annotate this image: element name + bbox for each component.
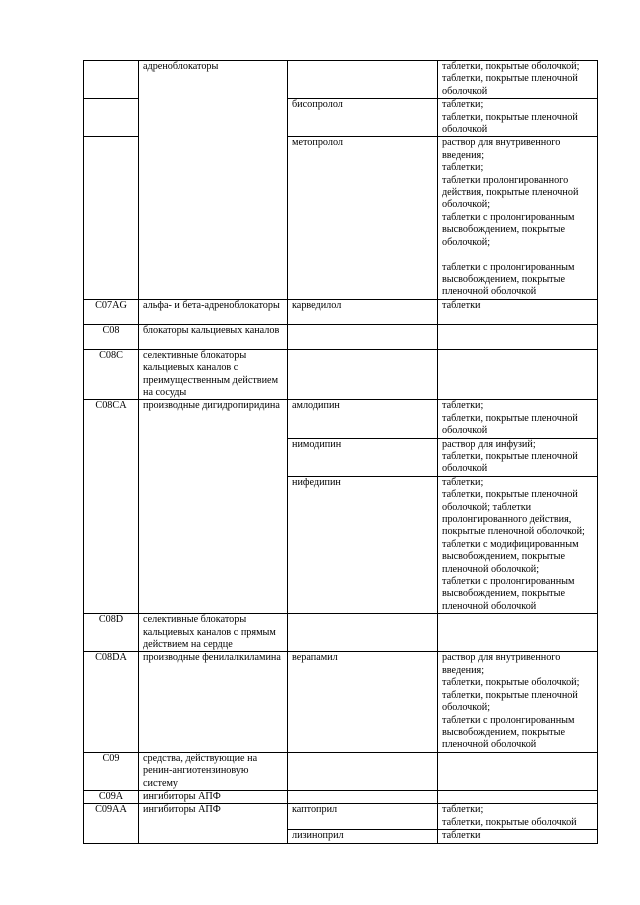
group-name-cell: блокаторы кальциевых каналов <box>139 324 288 349</box>
group-name-cell: альфа- и бета-адреноблокаторы <box>139 299 288 324</box>
table-row <box>84 349 598 400</box>
table-row <box>84 614 598 652</box>
atc-code-cell <box>84 99 139 137</box>
dosage-forms-cell: таблетки; таблетки, покрытые пленочной оболочкой <box>438 400 598 438</box>
group-name-cell: адреноблокаторы <box>139 61 288 99</box>
dosage-forms-cell: таблетки, покрытые оболочкой; таблетки, покрытые пленочной оболочкой <box>438 61 598 99</box>
group-name-cell: селективные блокаторы кальциевых каналов с преимущественным действием на сосуды <box>139 349 288 400</box>
atc-code-cell: C08C <box>84 349 139 400</box>
dosage-forms-cell: таблетки <box>438 299 598 324</box>
drug-name-cell <box>288 614 438 652</box>
group-name-cell <box>139 438 288 476</box>
drug-name-cell <box>288 790 438 803</box>
table-row <box>84 790 598 803</box>
atc-code-cell: C08CA <box>84 400 139 438</box>
dosage-forms-cell <box>438 790 598 803</box>
dosage-forms-cell: раствор для внутривенного введения; таблетки, покрытые оболочкой; таблетки, покрытые пленочной оболочкой; таблетки с пролонгированным высвобождением, покрытые пленочной оболочкой <box>438 652 598 752</box>
atc-code-cell: C08 <box>84 324 139 349</box>
group-name-cell <box>139 830 288 843</box>
drug-name-cell: лизиноприл <box>288 830 438 843</box>
drug-classification-table <box>83 60 598 844</box>
group-name-cell <box>139 476 288 613</box>
table-row <box>84 438 598 476</box>
drug-name-cell <box>288 349 438 400</box>
table-row <box>84 476 598 613</box>
table-row <box>84 804 598 830</box>
table-row <box>84 299 598 324</box>
atc-code-cell <box>84 830 139 843</box>
dosage-forms-cell <box>438 614 598 652</box>
drug-name-cell <box>288 752 438 790</box>
dosage-forms-cell: таблетки; таблетки, покрытые пленочной оболочкой; таблетки пролонгированного действия, покрытые пленочной оболочкой; таблетки с модифицированным высвобождением, покрытые пленочной оболочкой; таблетки с пролонгированным высвобождением, покрытые пленочной оболочкой <box>438 476 598 613</box>
dosage-forms-cell: раствор для внутривенного введения; таблетки; таблетки пролонгированного действия, покрытые пленочной оболочкой; таблетки с пролонгированным высвобождением, покрытые оболочкой; таблетки с пролонгированным высвобождением, покрытые пленочной оболочкой <box>438 137 598 299</box>
drug-name-cell: метопролол <box>288 137 438 299</box>
group-name-cell: средства, действующие на ренин-ангиотензиновую систему <box>139 752 288 790</box>
atc-code-cell: C08DA <box>84 652 139 752</box>
drug-name-cell: нифедипин <box>288 476 438 613</box>
drug-name-cell: карведилол <box>288 299 438 324</box>
drug-name-cell: нимодипин <box>288 438 438 476</box>
drug-name-cell: амлодипин <box>288 400 438 438</box>
atc-code-cell <box>84 476 139 613</box>
table-row <box>84 752 598 790</box>
table-row <box>84 400 598 438</box>
dosage-forms-cell: таблетки <box>438 830 598 843</box>
table-row <box>84 99 598 137</box>
group-name-cell: селективные блокаторы кальциевых каналов с прямым действием на сердце <box>139 614 288 652</box>
table-row <box>84 137 598 299</box>
table-row <box>84 652 598 752</box>
drug-name-cell <box>288 324 438 349</box>
dosage-forms-cell <box>438 349 598 400</box>
atc-code-cell <box>84 137 139 299</box>
group-name-cell: ингибиторы АПФ <box>139 804 288 830</box>
drug-name-cell: бисопролол <box>288 99 438 137</box>
table-row <box>84 324 598 349</box>
atc-code-cell <box>84 438 139 476</box>
group-name-cell <box>139 99 288 137</box>
atc-code-cell: C09A <box>84 790 139 803</box>
drug-name-cell: верапамил <box>288 652 438 752</box>
table-row <box>84 830 598 843</box>
atc-code-cell <box>84 61 139 99</box>
dosage-forms-cell <box>438 324 598 349</box>
group-name-cell: производные фенилалкиламина <box>139 652 288 752</box>
dosage-forms-cell: таблетки; таблетки, покрытые оболочкой <box>438 804 598 830</box>
atc-code-cell: C09AA <box>84 804 139 830</box>
dosage-forms-cell <box>438 752 598 790</box>
atc-code-cell: C07AG <box>84 299 139 324</box>
table-row <box>84 61 598 99</box>
group-name-cell: ингибиторы АПФ <box>139 790 288 803</box>
dosage-forms-cell: таблетки; таблетки, покрытые пленочной оболочкой <box>438 99 598 137</box>
group-name-cell: производные дигидропиридина <box>139 400 288 438</box>
atc-code-cell: C08D <box>84 614 139 652</box>
dosage-forms-cell: раствор для инфузий; таблетки, покрытые пленочной оболочкой <box>438 438 598 476</box>
drug-name-cell <box>288 61 438 99</box>
atc-code-cell: C09 <box>84 752 139 790</box>
group-name-cell <box>139 137 288 299</box>
drug-name-cell: каптоприл <box>288 804 438 830</box>
